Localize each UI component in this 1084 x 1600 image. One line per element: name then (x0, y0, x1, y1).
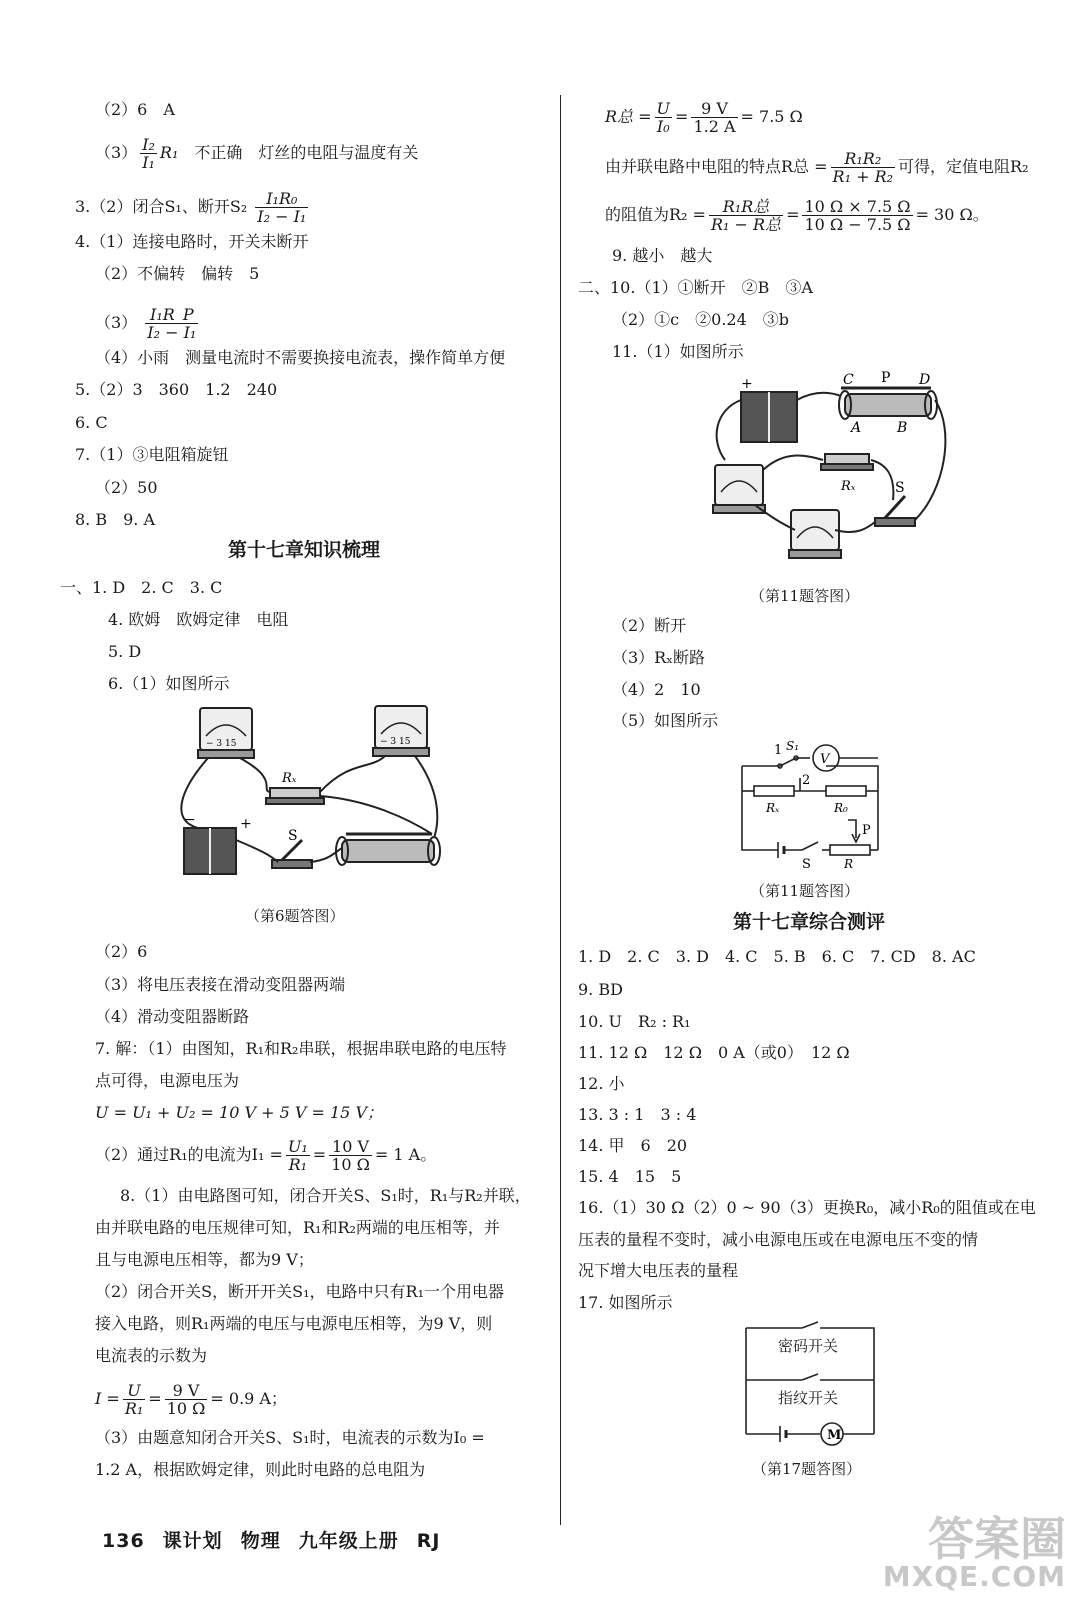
answer-line: 接入电路，则R₁两端的电压与电源电压相等，为9 V，则 (95, 1314, 493, 1333)
answer-line: （2）闭合开关S，断开开关S₁，电路中只有R₁一个用电器 (95, 1282, 504, 1301)
figure-caption: （第17题答图） (752, 1460, 862, 1478)
answer-line: 1.2 A，根据欧姆定律，则此时电路的总电阻为 (95, 1460, 426, 1479)
answer-text: = 7.5 Ω (740, 107, 803, 126)
answer-line: 13. 3 : 1 3 : 4 (578, 1105, 697, 1124)
label-minus: − (184, 812, 196, 828)
answer-line: 5. D (108, 642, 142, 661)
answer-line: 4. 欧姆 欧姆定律 电阻 (108, 610, 289, 629)
answer-line: 二、10.（1）①断开 ②B ③A (578, 278, 813, 297)
equals-sign: = (786, 205, 800, 224)
circuit-figure-11a (705, 370, 955, 570)
fraction: $\frac{\text{I₁R₀}}{\text{I₂ − I₁}}$ (257, 189, 307, 226)
answer-line: 9. BD (578, 980, 623, 999)
answer-line: 15. 4 15 5 (578, 1167, 682, 1186)
answer-line: （3）将电压表接在滑动变阻器两端 (95, 975, 346, 994)
answer-line (605, 100, 803, 135)
label-p: P (862, 823, 871, 838)
answer-prefix: 3.（2）闭合S₁、断开S₂ (75, 197, 248, 216)
answer-line: （4）2 10 (612, 680, 701, 699)
section-heading: 第十七章知识梳理 (228, 539, 381, 561)
answer-line: （2）50 (95, 478, 158, 497)
fraction: $\frac{9 V}{10 \Omega}$ (166, 1381, 206, 1418)
answer-line: 11. 12 Ω 12 Ω 0 A（或0） 12 Ω (578, 1043, 850, 1062)
answer-line (95, 1138, 436, 1173)
switch-label: 指纹开关 (778, 1389, 839, 1407)
answer-line: U = U₁ + U₂ = 10 V + 5 V = 15 V； (95, 1103, 383, 1122)
answer-line: （3）由题意知闭合开关S、S₁时，电流表的示数为I₀ = (95, 1428, 485, 1447)
answer-line: 7. 解：（1）由图知，R₁和R₂串联，根据串联电路的电压特 (95, 1039, 507, 1058)
answer-line (605, 150, 1029, 185)
answer-line: 由并联电路的电压规律可知，R₁和R₂两端的电压相等，并 (95, 1218, 500, 1237)
answer-prefix: （3） (95, 143, 138, 162)
label-n2: 2 (802, 773, 811, 788)
label-s: S (802, 857, 811, 872)
answer-line (605, 198, 989, 233)
column-divider (560, 95, 561, 1525)
answer-text: 可得，定值电阻R₂ (898, 157, 1029, 176)
equals-sign: = (675, 107, 689, 126)
answer-line: 8.（1）由电路图可知，闭合开关S、S₁时，R₁与R₂并联， (120, 1186, 531, 1205)
answer-line (75, 190, 311, 225)
label-s: S (288, 828, 298, 844)
symbol: R总 = (605, 107, 652, 126)
fraction: $\frac{9 V}{1.2 A}$ (693, 99, 736, 136)
answer-line: 7.（1）③电阻箱旋钮 (75, 445, 229, 464)
subject-name: 物理 (240, 1530, 281, 1552)
answer-prefix: （2）通过R₁的电流为I₁ = (95, 1145, 283, 1164)
label-n1: 1 (774, 743, 783, 758)
fraction: $\frac{\text{I₂}}{\text{I₁}}$ (142, 135, 155, 172)
page-footer (102, 1526, 458, 1553)
answer-line: 点可得，电源电压为 (95, 1071, 240, 1090)
answer-line: 一、1. D 2. C 3. C (60, 578, 223, 597)
fraction: $\frac{U}{\text{I₀}}$ (656, 99, 671, 136)
label-voltmeter-ticks: − 3 15 (380, 737, 411, 747)
fraction: $\frac{10 V}{10 \Omega}$ (331, 1137, 370, 1174)
answer-line: 9. 越小 越大 (612, 246, 713, 265)
circuit-figure-6 (170, 700, 460, 890)
answer-line: 8. B 9. A (75, 510, 156, 529)
watermark (882, 1512, 1066, 1593)
answer-line: 6.（1）如图所示 (108, 674, 230, 693)
answer-line: （2）断开 (612, 616, 687, 635)
answer-prefix: （3） (95, 313, 138, 332)
equals-sign: = (312, 1145, 327, 1164)
answer-line: （5）如图所示 (612, 711, 719, 730)
figure-caption: （第11题答图） (750, 587, 860, 605)
label-c: C (843, 372, 854, 388)
answer-line: （2）不偏转 偏转 5 (95, 264, 260, 283)
section-heading: 第十七章综合测评 (733, 911, 886, 933)
label-a: A (851, 420, 862, 436)
answer-line: （4）滑动变阻器断路 (95, 1007, 250, 1026)
label-d: D (919, 372, 931, 388)
watermark-url: MXQE.COM (882, 1560, 1066, 1593)
label-rx: Rₓ (841, 479, 856, 494)
answer-line: （2）6 (95, 942, 148, 961)
watermark-logo: 答案圈 (928, 1512, 1066, 1566)
answer-line: （3）Rₓ断路 (612, 648, 706, 667)
label-p: P (881, 370, 891, 386)
answer-prefix: 由并联电路中电阻的特点R总 = (605, 157, 828, 176)
answer-line (95, 136, 418, 171)
fraction: $\frac{U}{\text{R₁}}$ (124, 1381, 144, 1418)
answer-line: 12. 小 (578, 1074, 625, 1093)
answer-line: （2）①c ②0.24 ③b (612, 310, 790, 329)
answer-line: 11.（1）如图所示 (612, 342, 744, 361)
answer-text: = 0.9 A； (210, 1389, 287, 1408)
symbol: I = (95, 1389, 120, 1408)
label-m: M (827, 1428, 842, 1443)
label-rx: Rₓ (766, 801, 780, 815)
answer-text: = 1 A。 (374, 1145, 437, 1164)
answer-line: 16.（1）30 Ω（2）0 ~ 90（3）更换R₀，减小R₀的阻值或在电 (578, 1198, 1036, 1217)
answer-text: 不正确 灯丝的电阻与温度有关 (178, 143, 419, 162)
fraction: $\frac{\text{I₁R\_P}}{\text{I₂ − I₁}}$ (147, 305, 197, 342)
answer-line: 况下增大电压表的量程 (578, 1261, 739, 1280)
answer-line: 14. 甲 6 20 (578, 1136, 688, 1155)
figure-caption: （第6题答图） (245, 907, 345, 925)
answer-line: （2）6 A (95, 100, 175, 119)
answer-line: 10. U R₂ : R₁ (578, 1012, 691, 1031)
answer-line: 5.（2）3 360 1.2 240 (75, 380, 278, 399)
grade-name: 九年级上册 (298, 1530, 399, 1552)
circuit-schematic-11b (730, 738, 890, 874)
equals-sign: = (148, 1389, 162, 1408)
answer-text: = 30 Ω。 (915, 205, 989, 224)
fraction: $\frac{\text{R₁R₂}}{\text{R₁ + R₂}}$ (832, 149, 894, 186)
label-b: B (897, 420, 908, 436)
answer-line: 4.（1）连接电路时，开关未断开 (75, 232, 309, 251)
fraction: $\frac{10 \Omega \times 7.5 \Omega}{10 \Omega - 7.5 \Omega}$ (804, 197, 911, 234)
figure-caption: （第11题答图） (750, 882, 860, 900)
label-plus: + (741, 376, 753, 392)
label-s1: S₁ (786, 739, 800, 753)
answer-line: 压表的量程不变时，减小电源电压或在电源电压不变的情 (578, 1230, 979, 1249)
symbol: R₁ (159, 143, 179, 162)
fraction: $\frac{\text{U₁}}{\text{R₁}}$ (287, 1137, 308, 1174)
series-name: 课计划 (162, 1530, 223, 1552)
edition-name: RJ (416, 1530, 441, 1552)
switch-label: 密码开关 (778, 1337, 839, 1355)
answer-line: 1. D 2. C 3. D 4. C 5. B 6. C 7. CD 8. AC (578, 947, 976, 966)
answer-line: （4）小雨 测量电流时不需要换接电流表，操作简单方便 (95, 348, 506, 367)
answer-prefix: 的阻值为R₂ = (605, 205, 706, 224)
label-rx: Rₓ (282, 771, 297, 786)
label-v: V (820, 752, 830, 767)
answer-line (95, 1382, 287, 1417)
page-number: 136 (102, 1530, 145, 1552)
answer-line: 17. 如图所示 (578, 1293, 673, 1312)
label-ammeter-ticks: − 3 15 (206, 739, 237, 749)
label-s: S (895, 480, 905, 496)
label-r: R (844, 857, 854, 871)
answer-line: 电流表的示数为 (95, 1346, 208, 1365)
label-r0: R₀ (834, 801, 848, 815)
answer-line: 且与电源电压相等，都为9 V； (95, 1250, 314, 1269)
answer-line: 6. C (75, 413, 108, 432)
label-plus: + (240, 816, 252, 832)
answer-line (95, 306, 201, 341)
fraction: $\frac{\text{R₁R总}}{\text{R₁ − R总}}$ (710, 197, 782, 234)
